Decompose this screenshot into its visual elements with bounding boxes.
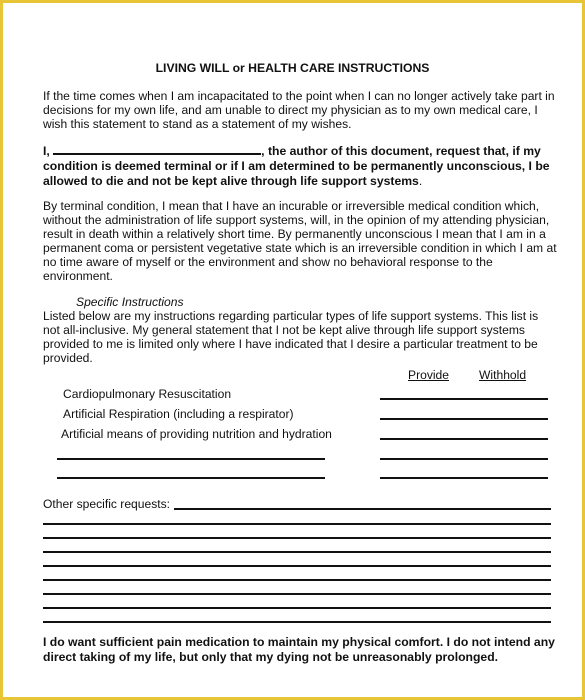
specific-instructions-paragraph: Listed below are my instructions regarding particular types of life support systems. This list is not all-inclusive. My general statement that I not be kept alive through life support systems provided to me is limited only where I have indicated that I desire a particular treatment to be provided. — [43, 309, 539, 365]
other-requests-line-6[interactable] — [43, 593, 551, 595]
withhold-column-header: Withhold — [479, 368, 527, 382]
other-requests-line-0[interactable] — [174, 508, 551, 510]
pain-medication-statement: I do want sufficient pain medication to maintain my physical comfort. I do not intend any direct taking of my life, but only that my dying not be unreasonably prolonged. — [43, 635, 555, 664]
intro-paragraph: If the time comes when I am incapacitated to the point when I can no longer actively take part in decisions for my own life, and am unable to direct my physician as to my own medical care, I wish this statement to stand as a statement of my wishes. — [43, 89, 555, 131]
declaration-text: , the author of this document, request that, if my condition is deemed terminal or if I am determined to be permanently unconscious, I be allowed to die and not be kept alive through life support systems — [43, 144, 550, 188]
treatment-label-nutrition: Artificial means of providing nutrition and hydration — [61, 427, 332, 441]
document-page — [3, 3, 582, 697]
treatment-line-respiration[interactable] — [380, 418, 548, 420]
other-requests-line-7[interactable] — [43, 607, 551, 609]
other-requests-label: Other specific requests: — [43, 497, 171, 511]
other-requests-line-8[interactable] — [43, 621, 551, 623]
declaration-paragraph — [43, 143, 558, 189]
other-requests-line-2[interactable] — [43, 537, 551, 539]
treatment-label-respiration: Artificial Respiration (including a respirator) — [63, 407, 294, 421]
treatment-line-nutrition[interactable] — [380, 438, 548, 440]
blank-treatment-line-2[interactable] — [57, 477, 325, 479]
other-requests-line-1[interactable] — [43, 523, 551, 525]
blank-choice-line-2[interactable] — [380, 477, 548, 479]
specific-instructions-heading: Specific Instructions — [76, 295, 184, 309]
other-requests-line-3[interactable] — [43, 551, 551, 553]
definition-paragraph: By terminal condition, I mean that I have an incurable or irreversible medical condition which, without the administration of life support systems, will, in the opinion of my attending physician, result in death within a relatively short time. By permanently unconscious I mean that I am in a permanent coma or persistent vegetative state which is an irreversible condition in which I am at no time aware of myself or the environment and show no behavioral response to the environment. — [43, 199, 557, 283]
blank-treatment-line-1[interactable] — [57, 458, 325, 460]
other-requests-line-4[interactable] — [43, 565, 551, 567]
declaration-end: . — [418, 174, 423, 188]
page-title: LIVING WILL or HEALTH CARE INSTRUCTIONS — [155, 61, 430, 75]
provide-column-header: Provide — [408, 368, 450, 382]
blank-choice-line-1[interactable] — [380, 458, 548, 460]
declaration-prefix: I, — [43, 144, 50, 158]
name-blank-field[interactable] — [53, 143, 261, 155]
treatment-line-cpr[interactable] — [380, 398, 548, 400]
treatment-label-cpr: Cardiopulmonary Resuscitation — [63, 387, 232, 401]
other-requests-line-5[interactable] — [43, 579, 551, 581]
